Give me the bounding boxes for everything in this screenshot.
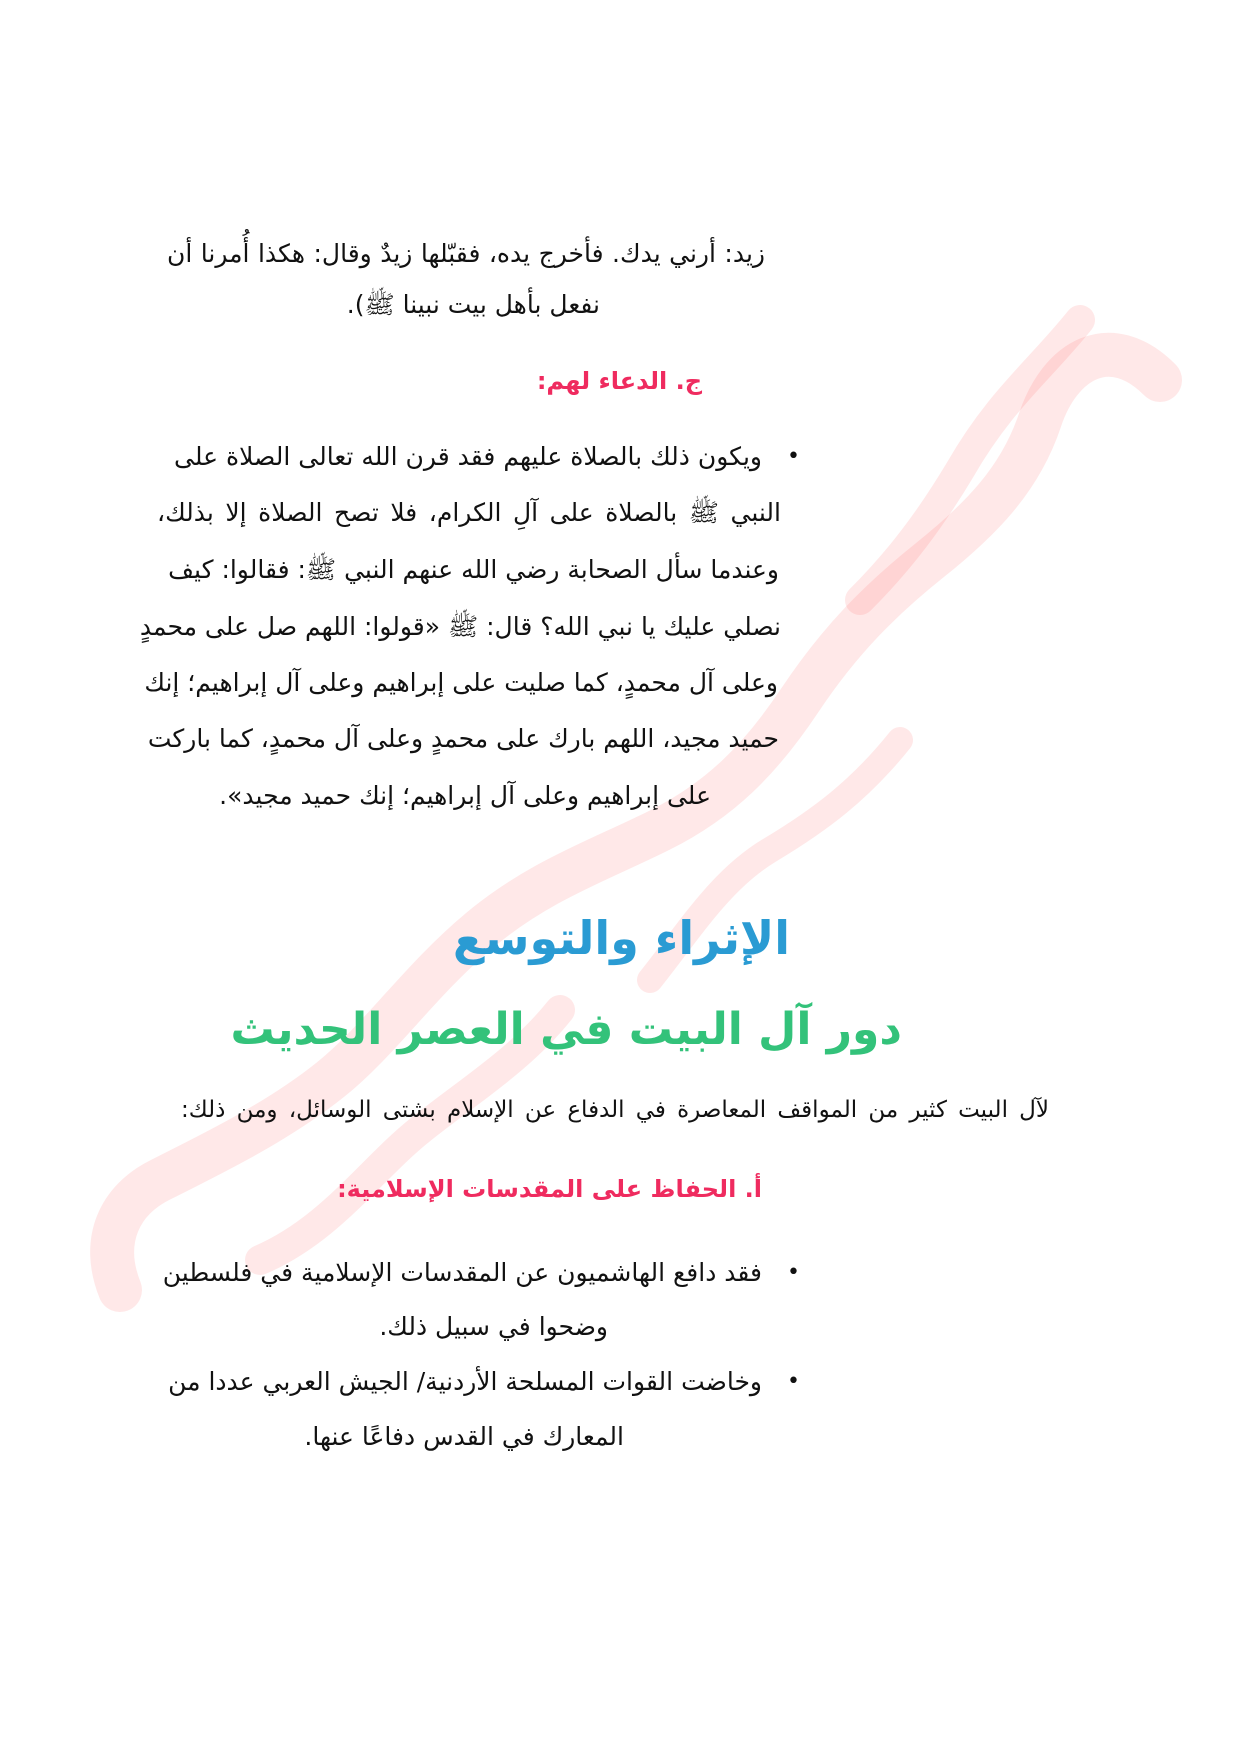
section-c-line-5: وعلى آل محمدٍ، كما صليت على إبراهيم وعلى آل إبراهيم؛ إنك xyxy=(144,668,778,697)
section-a-item-1-line-1: فقد دافع الهاشميون عن المقدسات الإسلامية في فلسطين xyxy=(162,1258,762,1287)
section-c-line-2: النبي ﷺ بالصلاة على آلِ الكرام، فلا تصح الصلاة إلا بذلك، xyxy=(157,498,781,527)
section-a-item-1-line-2: وضحوا في سبيل ذلك. xyxy=(379,1312,608,1341)
section-c-heading: ج. الدعاء لهم: xyxy=(536,367,702,395)
section-a-item-2-line-1: وخاضت القوات المسلحة الأردنية/ الجيش العربي عددا من xyxy=(168,1367,762,1396)
bullet-icon: • xyxy=(787,1369,800,1394)
enrichment-title: الإثراء والتوسع xyxy=(452,911,790,965)
section-c-line-4: نصلي عليك يا نبي الله؟ قال: ﷺ «قولوا: اللهم صل على محمدٍ xyxy=(139,612,781,641)
section-a-item-2-line-2: المعارك في القدس دفاعًا عنها. xyxy=(304,1422,624,1451)
bullet-icon: • xyxy=(787,1260,800,1285)
intro-line-2: نفعل بأهل بيت نبينا ﷺ). xyxy=(346,290,600,319)
section-a-heading: أ. الحفاظ على المقدسات الإسلامية: xyxy=(337,1175,762,1203)
section-c-line-3: وعندما سأل الصحابة رضي الله عنهم النبي ﷺ: فقالوا: كيف xyxy=(168,555,779,584)
bullet-icon: • xyxy=(787,444,800,469)
intro-line-1: زيد: أرني يدك. فأخرج يده، فقبّلها زيدٌ وقال: هكذا أُمرنا أن xyxy=(167,239,765,268)
section-c-line-7: على إبراهيم وعلى آل إبراهيم؛ إنك حميد مجيد». xyxy=(219,781,711,810)
enrichment-subtitle: دور آل البيت في العصر الحديث xyxy=(230,1004,902,1055)
section-c-line-1: ويكون ذلك بالصلاة عليهم فقد قرن الله تعالى الصلاة على xyxy=(174,442,762,471)
section-c-line-6: حميد مجيد، اللهم بارك على محمدٍ وعلى آل محمدٍ، كما باركت xyxy=(147,724,779,753)
enrichment-intro: لآل البيت كثير من المواقف المعاصرة في الدفاع عن الإسلام بشتى الوسائل، ومن ذلك: xyxy=(181,1097,1049,1123)
